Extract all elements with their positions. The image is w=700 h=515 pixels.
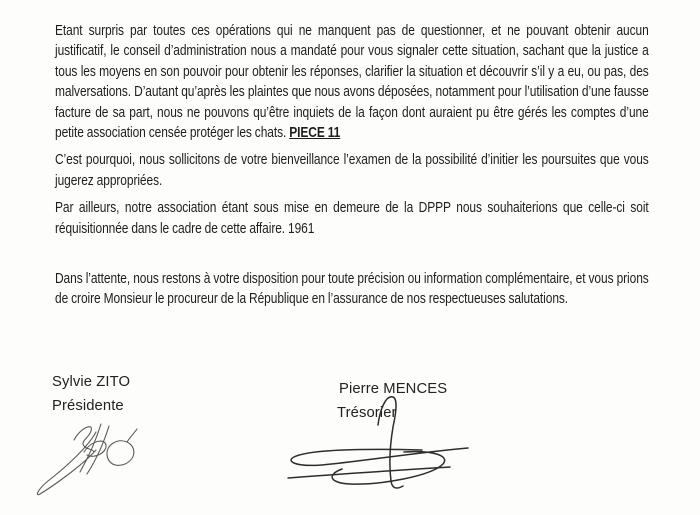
paragraph-request-prosecution: C’est pourquoi, nous sollicitons de votre bienveillance l’examen de la possibilité d’initier les poursuites que vous jugerez appropriées. [55, 152, 649, 189]
handwritten-signature-left [30, 412, 145, 504]
signatory-title-right: Trésorier [337, 405, 397, 421]
handwritten-signature-right [282, 393, 472, 495]
paragraph-operations [55, 21, 649, 143]
letter-body [55, 21, 649, 317]
piece-11-reference: PIECE 11 [289, 125, 341, 142]
paragraph-operations-text: Etant surpris par toutes ces opérations qui ne manquent pas de questionner, et ne pouvant obtenir aucun justificatif, le conseil d’administration nous a mandaté pour vous signaler cette situation, sachant que la justice a tous les moyens en son pouvoir pour obtenir les réponses, clarifier la situation et découvrir s’il y a eu, ou pas, des malversations. D’autant qu’après les plaintes que nous avons déposées, notamment pour l’utilisation d’une fausse facture de sa part, nous ne pouvons qu’être inquiets de la façon dont auraient pu être gérés les comptes d’une petite association censée protéger les chats. [55, 23, 649, 142]
paragraph-closing: Dans l’attente, nous restons à votre disposition pour toute précision ou information complémentaire, et vous prions de croire Monsieur le procureur de la République en l’assurance de nos respectueuses salutations. [55, 271, 649, 308]
signatory-title-left: Présidente [52, 398, 124, 414]
signatory-name-left: Sylvie ZITO [52, 374, 131, 390]
paragraph-dppp: Par ailleurs, notre association étant sous mise en demeure de la DPPP nous souhaiterions que celle-ci soit réquisitionnée dans le cadre de cette affaire. 1961 [55, 200, 649, 237]
signatory-name-right: Pierre MENCES [339, 381, 448, 397]
